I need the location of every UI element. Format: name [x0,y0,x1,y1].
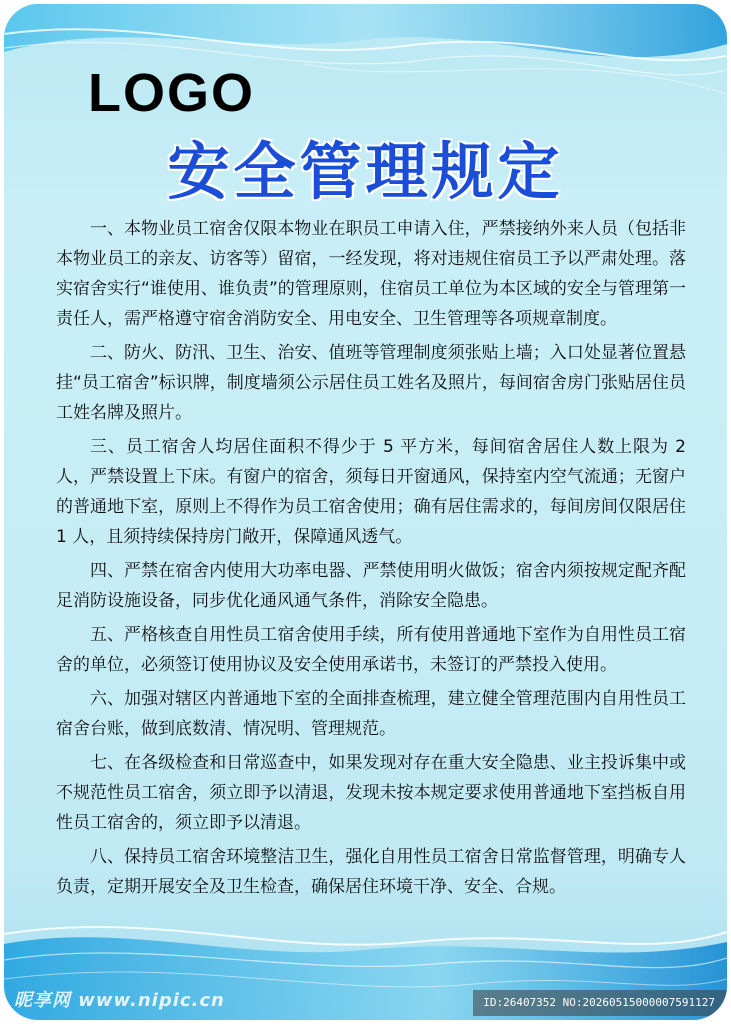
regulation-paragraph-2: 二、防火、防汛、卫生、治安、值班等管理制度须张贴上墙；入口处显著位置悬挂“员工宿舍”标识牌，制度墙须公示居住员工姓名及照片，每间宿舍房门张贴居住员工姓名牌及照片。 [56,343,686,423]
image-id-bar: ID:26407352 NO:20260515000007591127 [473,990,727,1016]
logo-text: LOGO [88,63,255,123]
regulation-paragraph-1: 一、本物业员工宿舍仅限本物业在职员工申请入住，严禁接纳外来人员（包括非本物业员工的亲友、访客等）留宿，一经发现，将对违规住宿员工予以严肃处理。落实宿舍实行“谁使用、谁负责”的管理原则，住宿员工单位为本区域的安全与管理第一责任人，需严格遵守宿舍消防安全、用电安全、卫生管理等各项规章制度。 [56,219,686,329]
regulation-paragraph-5: 五、严格核查自用性员工宿舍使用手续，所有使用普通地下室作为自用性员工宿舍的单位，必须签订使用协议及安全使用承诺书，未签订的严禁投入使用。 [56,625,686,675]
poster [4,4,727,1020]
regulation-body [56,214,686,906]
watermark-text: 昵享网 www.nipic.cn [14,990,225,1011]
regulation-paragraph-3: 三、员工宿舍人均居住面积不得少于 5 平方米，每间宿舍居住人数上限为 2 人，严禁设置上下床。有窗户的宿舍，须每日开窗通风，保持室内空气流通；无窗户的普通地下室，原则上不得作为员工宿舍使用；确有居住需求的，每间房间仅限居住 1 人，且须持续保持房门敞开，保障通风透气。 [56,437,686,547]
regulation-paragraph-4: 四、严禁在宿舍内使用大功率电器、严禁使用明火做饭；宿舍内须按规定配齐配足消防设施设备，同步优化通风通气条件，消除安全隐患。 [56,561,686,611]
regulation-paragraph-8: 八、保持员工宿舍环境整洁卫生，强化自用性员工宿舍日常监督管理，明确专人负责，定期开展安全及卫生检查，确保居住环境干净、安全、合规。 [56,847,686,897]
regulation-paragraph-6: 六、加强对辖区内普通地下室的全面排查梳理，建立健全管理范围内自用性员工宿舍台账，做到底数清、情况明、管理规范。 [56,689,686,739]
regulation-paragraph-7: 七、在各级检查和日常巡查中，如果发现对存在重大安全隐患、业主投诉集中或不规范性员工宿舍，须立即予以清退，发现未按本规定要求使用普通地下室挡板自用性员工宿舍的，须立即予以清退。 [56,753,686,833]
page-title: 安全管理规定 [167,135,564,208]
